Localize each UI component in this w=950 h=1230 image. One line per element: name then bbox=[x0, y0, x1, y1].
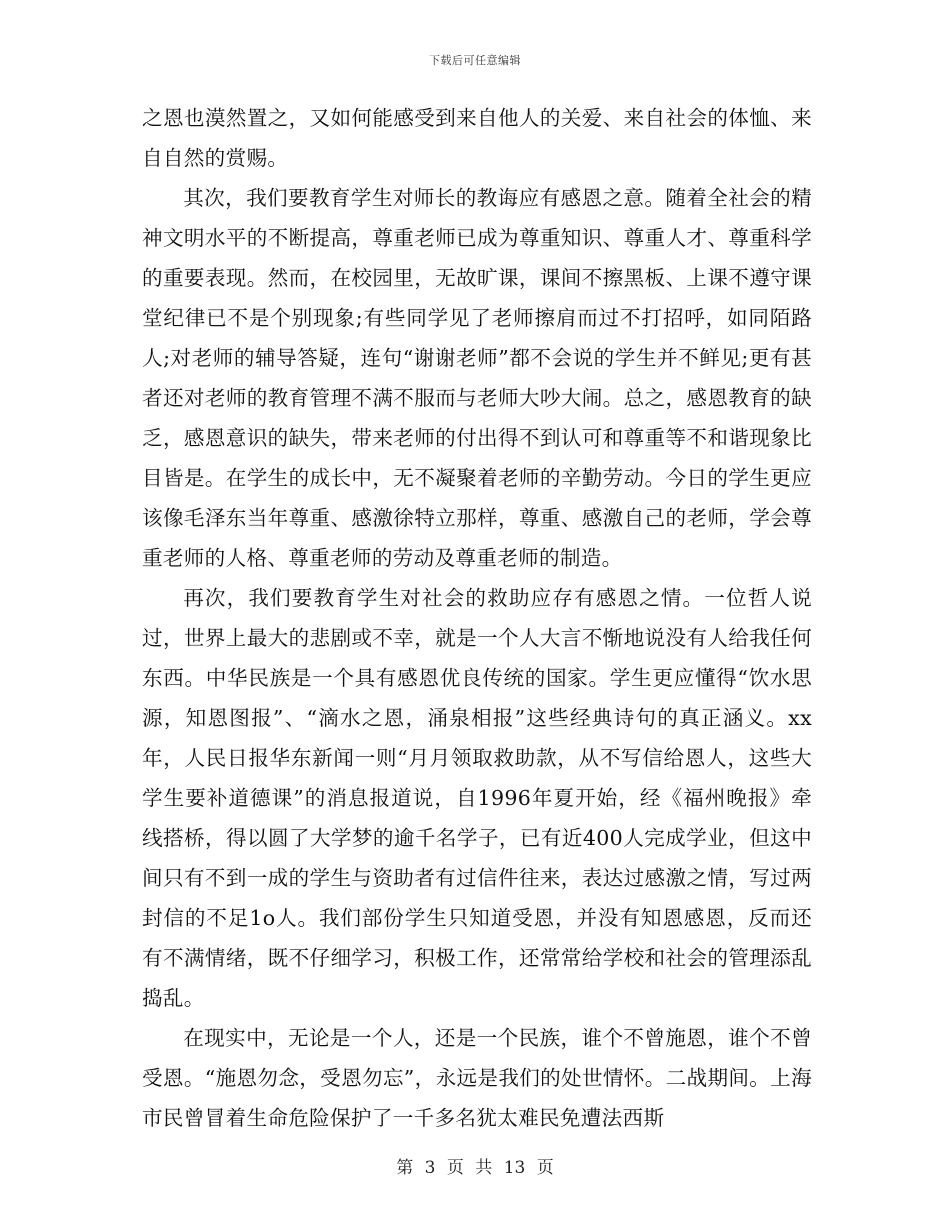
paragraph-reality: 在现实中，无论是一个人，还是一个民族，谁个不曾施恩，谁个不曾受恩。“施恩勿念，受恩勿忘”，永远是我们的处世情怀。二战期间。上海市民曾冒着生命危险保护了一千多名犹太难民免遭法西斯 bbox=[142, 1026, 812, 1130]
paragraph-society: 再次，我们要教育学生对社会的救助应存有感恩之情。一位哲人说过，世界上最大的悲剧或不幸，就是一个人大言不惭地说没有人给我任何东西。中华民族是一个具有感恩优良传统的国家。学生更应懂得“饮水思源，知恩图报”、“滴水之恩，涌泉相报”这些经典诗句的真正涵义。xx年，人民日报华东新闻一则“月月领取救助款，从不写信给恩人，这些大学生要补道德课”的消息报道说，自1996年夏开始，经《福州晚报》牵线搭桥，得以圆了大学梦的逾千名学子，已有近400人完成学业，但这中间只有不到一成的学生与资助者有过信件往来，表达过感激之情，写过两封信的不足1o人。我们部份学生只知道受恩，并没有知恩感恩，反而还有不满情绪，既不仔细学习，积极工作，还常常给学校和社会的管理添乱捣乱。 bbox=[142, 586, 812, 1010]
paragraph-continuation: 之恩也漠然置之，又如何能感受到来自他人的关爱、来自社会的体恤、来自自然的赏赐。 bbox=[142, 106, 812, 170]
page-header: 下载后可任意编辑 bbox=[429, 54, 521, 67]
document-body bbox=[142, 98, 812, 1138]
page-footer: 第 3 页 共 13 页 bbox=[396, 1158, 554, 1178]
paragraph-teachers: 其次，我们要教育学生对师长的教诲应有感恩之意。随着全社会的精神文明水平的不断提高，尊重老师已成为尊重知识、尊重人才、尊重科学的重要表现。然而，在校园里，无故旷课，课间不擦黑板、上课不遵守课堂纪律已不是个别现象;有些同学见了老师擦肩而过不打招呼，如同陌路人;对老师的辅导答疑，连句“谢谢老师”都不会说的学生并不鲜见;更有甚者还对老师的教育管理不满不服而与老师大吵大闹。总之，感恩教育的缺乏，感恩意识的缺失，带来老师的付出得不到认可和尊重等不和谐现象比目皆是。在学生的成长中，无不凝聚着老师的辛勤劳动。今日的学生更应该像毛泽东当年尊重、感激徐特立那样，尊重、感激自己的老师，学会尊重老师的人格、尊重老师的劳动及尊重老师的制造。 bbox=[142, 186, 812, 570]
